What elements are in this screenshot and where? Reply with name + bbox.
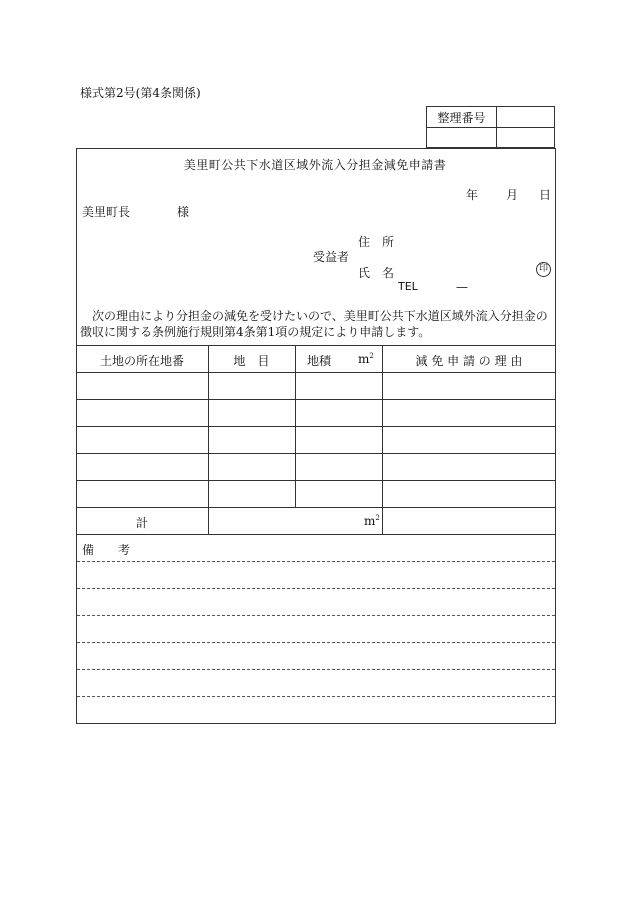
- applicant-address-label: 住 所: [358, 235, 395, 249]
- addressee-honorific: 様: [177, 205, 190, 219]
- total-label: 計: [135, 516, 148, 530]
- header-land-category: 地 目: [233, 354, 270, 368]
- date-day-label: 日: [539, 188, 552, 202]
- header-exemption-reason: 減 免 申 請 の 理 由: [415, 354, 523, 368]
- reference-number-label: 整理番号: [437, 111, 486, 125]
- reference-number-box: [426, 106, 555, 148]
- header-land-location: 土地の所在地番: [99, 354, 184, 368]
- header-land-area: 地積: [307, 354, 332, 368]
- date-month-label: 月: [506, 188, 519, 202]
- applicant-name-label: 氏 名: [358, 266, 395, 280]
- remarks-label: 備 考: [82, 543, 131, 557]
- form-number-label: 様式第2号(第4条関係): [80, 86, 201, 100]
- application-statement: 次の理由により分担金の減免を受けたいので、美里町公共下水道区域外流入分担金の徴収に関する条例施行規則第4条第1項の規定により申請します。: [80, 309, 548, 339]
- application-form-frame: [76, 148, 556, 724]
- header-area-unit: $m^2$: [358, 352, 374, 366]
- seal-mark: 印: [536, 262, 551, 277]
- date-year-label: 年: [466, 188, 479, 202]
- total-area-unit: $m^2$: [364, 514, 380, 528]
- form-title: 美里町公共下水道区域外流入分担金減免申請書: [183, 158, 447, 172]
- tel-separator: —: [456, 280, 468, 294]
- addressee-name: 美里町長: [82, 205, 131, 219]
- applicant-tel-label: TEL: [398, 280, 418, 293]
- applicant-role-label: 受益者: [313, 250, 350, 264]
